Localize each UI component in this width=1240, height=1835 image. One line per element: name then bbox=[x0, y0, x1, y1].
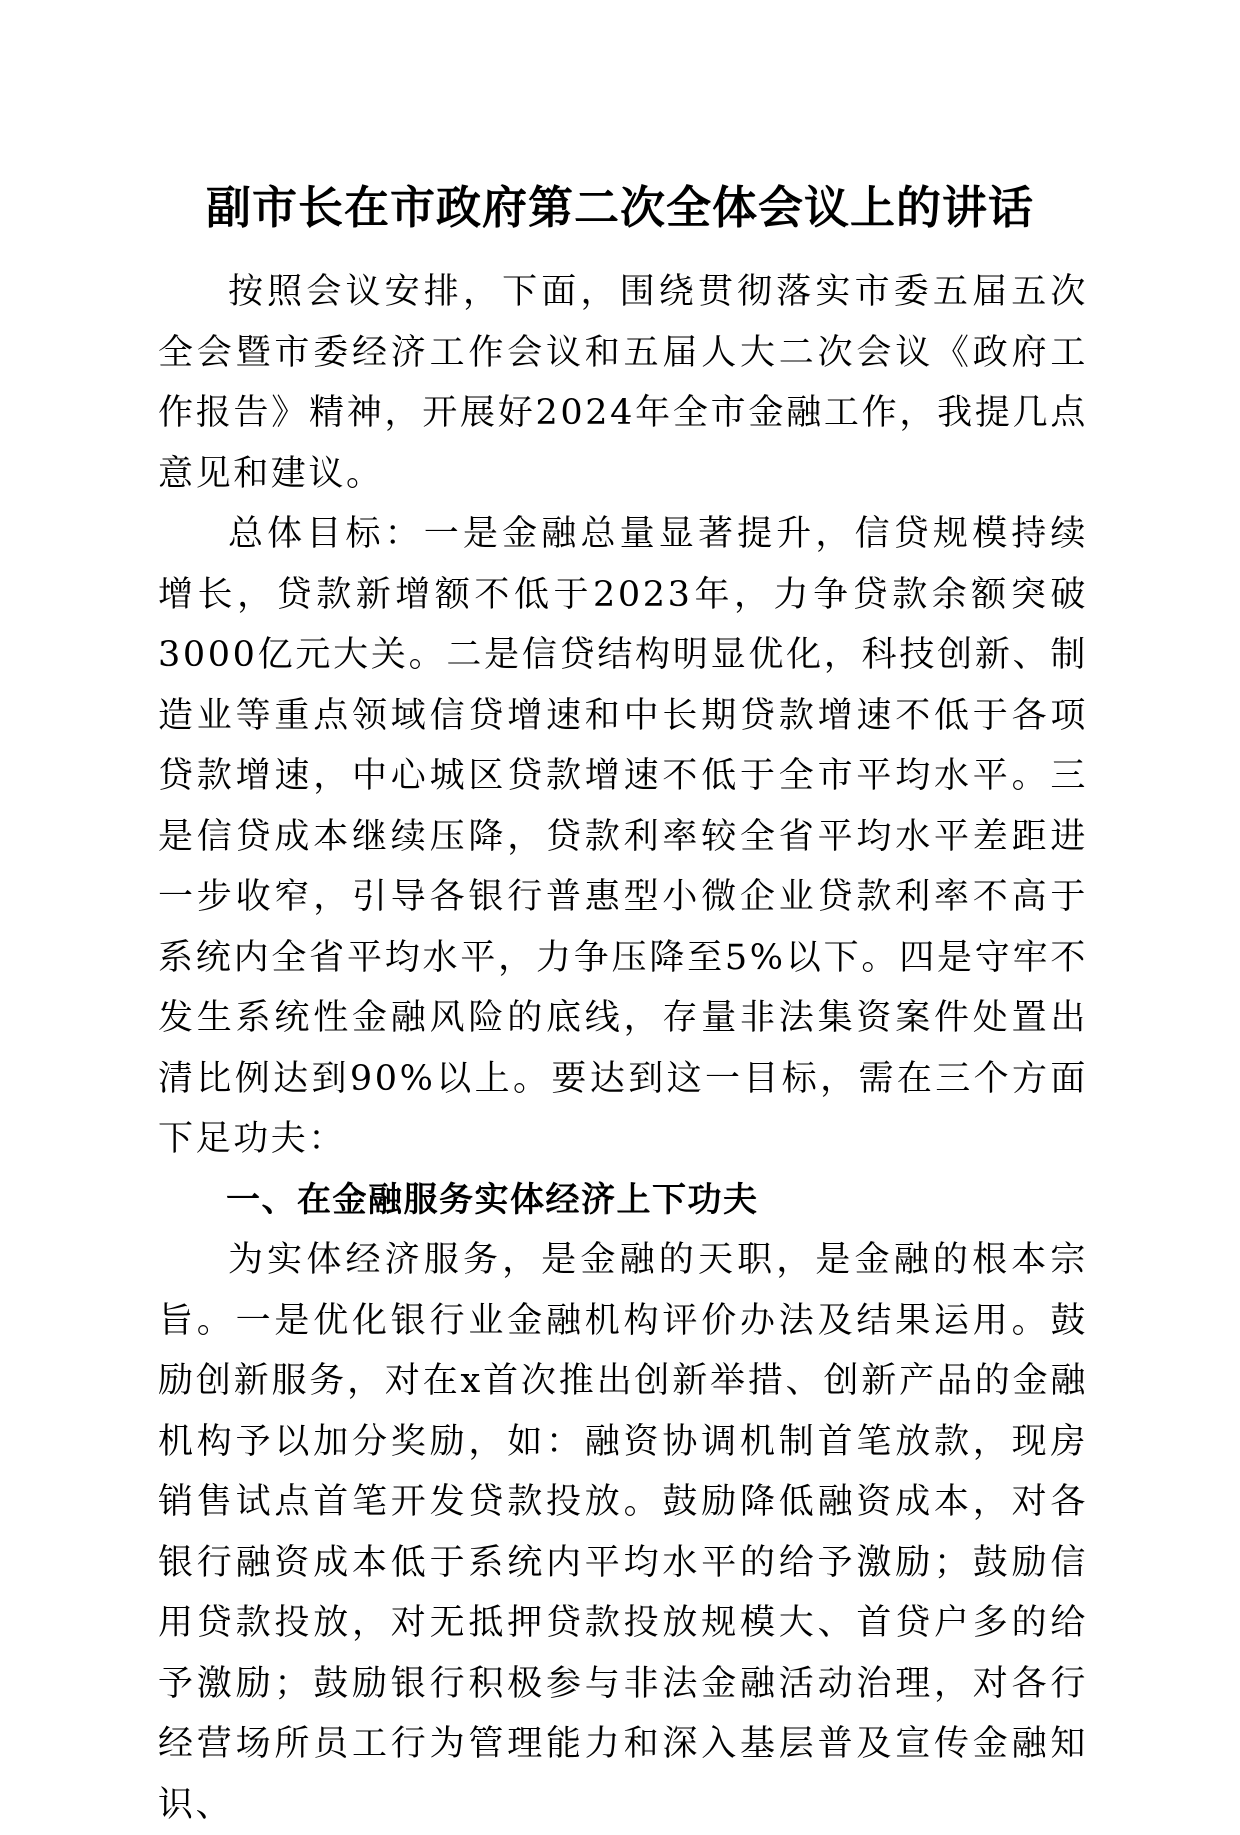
document-title: 副市长在市政府第二次全体会议上的讲话 bbox=[205, 181, 1034, 234]
section-heading: 一、在金融服务实体经济上下功夫 bbox=[226, 1179, 759, 1220]
intro-paragraph: 按照会议安排，下面，围绕贯彻落实市委五届五次全会暨市委经济工作会议和五届人大二次会议《政府工作报告》精神，开展好2024年全市金融工作，我提几点意见和建议。 bbox=[158, 272, 1088, 494]
document-body bbox=[158, 262, 1088, 1835]
section-paragraph: 为实体经济服务，是金融的天职，是金融的根本宗旨。一是优化银行业金融机构评价办法及结果运用。鼓励创新服务，对在x首次推出创新举措、创新产品的金融机构予以加分奖励，如：融资协调机制首笔放款，现房销售试点首笔开发贷款投放。鼓励降低融资成本，对各银行融资成本低于系统内平均水平的给予激励；鼓励信用贷款投放，对无抵押贷款投放规模大、首贷户多的给予激励；鼓励银行积极参与非法金融活动治理，对各行经营场所员工行为管理能力和深入基层普及宣传金融知识、 bbox=[158, 1240, 1088, 1825]
goals-paragraph: 总体目标：一是金融总量显著提升，信贷规模持续增长，贷款新增额不低于2023年，力争贷款余额突破3000亿元大关。二是信贷结构明显优化，科技创新、制造业等重点领域信贷增速和中长期贷款增速不低于各项贷款增速，中心城区贷款增速不低于全市平均水平。三是信贷成本继续压降，贷款利率较全省平均水平差距进一步收窄，引导各银行普惠型小微企业贷款利率不高于系统内全省平均水平，力争压降至5%以下。四是守牢不发生系统性金融风险的底线，存量非法集资案件处置出清比例达到90%以上。要达到这一目标，需在三个方面下足功夫： bbox=[158, 514, 1088, 1159]
